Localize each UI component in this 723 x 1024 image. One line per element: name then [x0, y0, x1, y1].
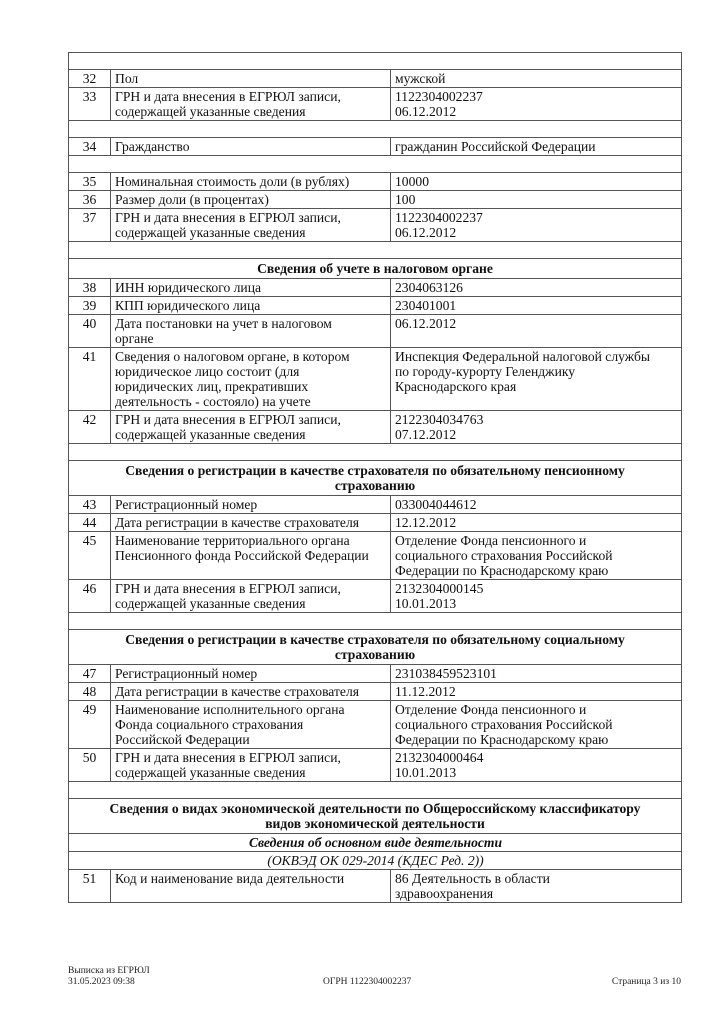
section-title-pension: Сведения о регистрации в качестве страхователя по обязательному пенсионному страхованию: [69, 461, 682, 496]
row-number: 41: [69, 348, 111, 411]
row-value: 2122304034763 07.12.2012: [391, 411, 682, 444]
spacer-row: [69, 53, 682, 70]
row-value: 100: [391, 191, 682, 209]
row-number: 35: [69, 173, 111, 191]
row-number: 48: [69, 683, 111, 701]
row-label: Наименование территориального органа Пенсионного фонда Российской Федерации: [111, 532, 391, 580]
row-value: мужской: [391, 70, 682, 88]
row-label: КПП юридического лица: [111, 297, 391, 315]
row-label: ГРН и дата внесения в ЕГРЮЛ записи, содержащей указанные сведения: [111, 88, 391, 121]
table-row: [69, 514, 682, 532]
row-label: Регистрационный номер: [111, 496, 391, 514]
table-row: [69, 297, 682, 315]
row-value: 230401001: [391, 297, 682, 315]
row-value: гражданин Российской Федерации: [391, 138, 682, 156]
row-label: Номинальная стоимость доли (в рублях): [111, 173, 391, 191]
table-row: [69, 70, 682, 88]
row-number: 46: [69, 580, 111, 613]
row-label: ИНН юридического лица: [111, 279, 391, 297]
spacer-row: [69, 242, 682, 259]
row-label: Размер доли (в процентах): [111, 191, 391, 209]
footer-page-number: Страница 3 из 10: [611, 977, 681, 987]
table-row: [69, 870, 682, 903]
row-number: 47: [69, 665, 111, 683]
table-row: [69, 88, 682, 121]
section-header-row: [69, 259, 682, 279]
table-row: [69, 138, 682, 156]
egrul-extract-page: [68, 52, 681, 903]
table-row: [69, 411, 682, 444]
row-label: Код и наименование вида деятельности: [111, 870, 391, 903]
page-footer: [68, 966, 681, 996]
row-number: 40: [69, 315, 111, 348]
classifier-row: [69, 852, 682, 870]
row-value: 2132304000145 10.01.2013: [391, 580, 682, 613]
row-label: ГРН и дата внесения в ЕГРЮЛ записи, содержащей указанные сведения: [111, 580, 391, 613]
row-label: Регистрационный номер: [111, 665, 391, 683]
row-label: Пол: [111, 70, 391, 88]
spacer-row: [69, 613, 682, 630]
row-number: 36: [69, 191, 111, 209]
table-row: [69, 683, 682, 701]
egrul-table: [68, 52, 682, 903]
table-row: [69, 532, 682, 580]
row-number: 32: [69, 70, 111, 88]
row-label: ГРН и дата внесения в ЕГРЮЛ записи, содержащей указанные сведения: [111, 411, 391, 444]
spacer-row: [69, 782, 682, 799]
row-value: 033004044612: [391, 496, 682, 514]
row-number: 45: [69, 532, 111, 580]
section-header-row: [69, 799, 682, 834]
row-number: 37: [69, 209, 111, 242]
table-row: [69, 173, 682, 191]
row-label: Дата регистрации в качестве страхователя: [111, 514, 391, 532]
row-number: 51: [69, 870, 111, 903]
table-row: [69, 496, 682, 514]
footer-ogrn: ОГРН 1122304002237: [323, 977, 412, 987]
row-value: 1122304002237 06.12.2012: [391, 209, 682, 242]
row-label: Дата регистрации в качестве страхователя: [111, 683, 391, 701]
row-label: Наименование исполнительного органа Фонда социального страхования Российской Федерации: [111, 701, 391, 749]
row-value: 2304063126: [391, 279, 682, 297]
row-number: 42: [69, 411, 111, 444]
subsection-title-main-activity: Сведения об основном виде деятельности: [69, 834, 682, 852]
table-row: [69, 749, 682, 782]
row-value: 10000: [391, 173, 682, 191]
row-number: 33: [69, 88, 111, 121]
spacer-row: [69, 121, 682, 138]
row-value: 86 Деятельность в области здравоохранения: [391, 870, 682, 903]
row-number: 39: [69, 297, 111, 315]
row-number: 38: [69, 279, 111, 297]
row-label: ГРН и дата внесения в ЕГРЮЛ записи, содержащей указанные сведения: [111, 749, 391, 782]
spacer-row: [69, 444, 682, 461]
table-row: [69, 191, 682, 209]
section-header-row: [69, 461, 682, 496]
row-value: 12.12.2012: [391, 514, 682, 532]
row-value: 2132304000464 10.01.2013: [391, 749, 682, 782]
row-value: 231038459523101: [391, 665, 682, 683]
row-number: 49: [69, 701, 111, 749]
row-number: 34: [69, 138, 111, 156]
table-row: [69, 209, 682, 242]
table-row: [69, 665, 682, 683]
section-title-tax: Сведения об учете в налоговом органе: [69, 259, 682, 279]
table-row: [69, 348, 682, 411]
row-label: Гражданство: [111, 138, 391, 156]
row-number: 44: [69, 514, 111, 532]
row-label: ГРН и дата внесения в ЕГРЮЛ записи, содержащей указанные сведения: [111, 209, 391, 242]
row-label: Сведения о налоговом органе, в котором юридическое лицо состоит (для юридических лиц, прекративших деятельность - состояло) на учете: [111, 348, 391, 411]
table-row: [69, 279, 682, 297]
table-row: [69, 315, 682, 348]
subsection-row: [69, 834, 682, 852]
row-value: Отделение Фонда пенсионного и социального страхования Российской Федерации по Краснодарскому краю: [391, 532, 682, 580]
table-row: [69, 580, 682, 613]
row-number: 43: [69, 496, 111, 514]
row-number: 50: [69, 749, 111, 782]
section-title-okved: Сведения о видах экономической деятельности по Общероссийскому классификатору видов экономической деятельности: [69, 799, 682, 834]
row-value: 06.12.2012: [391, 315, 682, 348]
row-label: Дата постановки на учет в налоговом органе: [111, 315, 391, 348]
row-value: 1122304002237 06.12.2012: [391, 88, 682, 121]
section-header-row: [69, 630, 682, 665]
row-value: Отделение Фонда пенсионного и социального страхования Российской Федерации по Краснодарскому краю: [391, 701, 682, 749]
footer-extract-info: Выписка из ЕГРЮЛ 31.05.2023 09:38: [68, 966, 150, 987]
spacer-row: [69, 156, 682, 173]
table-row: [69, 701, 682, 749]
section-title-social: Сведения о регистрации в качестве страхователя по обязательному социальному страхованию: [69, 630, 682, 665]
row-value: 11.12.2012: [391, 683, 682, 701]
row-value: Инспекция Федеральной налоговой службы по городу-курорту Геленджику Краснодарского края: [391, 348, 682, 411]
classifier-label: (ОКВЭД ОК 029-2014 (КДЕС Ред. 2)): [69, 852, 682, 870]
